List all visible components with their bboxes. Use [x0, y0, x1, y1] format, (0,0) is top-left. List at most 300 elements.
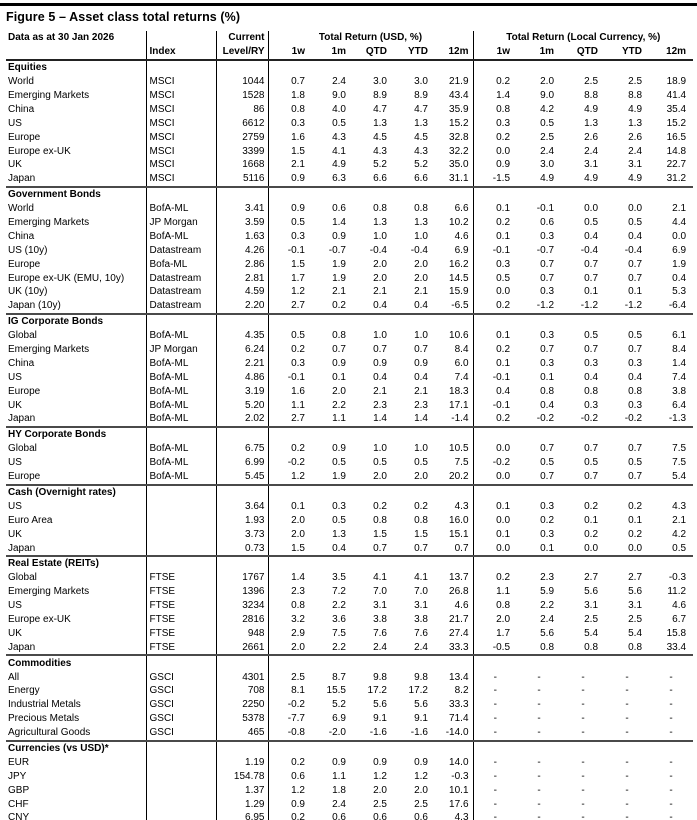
- local-QTD-value: -: [581, 713, 585, 725]
- local-YTD-value: 0.8: [628, 641, 643, 653]
- usd-QTD-value: 9.8: [373, 671, 387, 683]
- table-row: [6, 356, 693, 370]
- usd-QTD-value: 8.9: [373, 90, 387, 101]
- usd-1m-value: 4.3: [332, 131, 346, 143]
- usd-cell: [268, 556, 309, 571]
- usd-cell: [432, 556, 473, 571]
- table-row: [6, 456, 693, 470]
- level-cell: [216, 655, 268, 670]
- usd-YTD-value: 0.9: [414, 357, 428, 369]
- local-YTD-value: 0.3: [628, 357, 643, 369]
- table-row: [6, 158, 693, 172]
- usd-1m-value: 0.6: [332, 203, 346, 215]
- local-QTD-value: 0.1: [584, 514, 599, 526]
- asset-label: World: [6, 202, 146, 216]
- table-row: [6, 285, 693, 299]
- table-row: [6, 712, 693, 726]
- usd-12m-value: 10.6: [432, 329, 473, 343]
- usd-cell: [350, 655, 391, 670]
- local-1w-value: 0.1: [496, 230, 511, 242]
- local-cell: [517, 314, 561, 329]
- local-1w-value: 0.8: [496, 103, 511, 115]
- asset-label: China: [6, 229, 146, 243]
- current-level: 2.81: [216, 271, 268, 285]
- local-12m-value: 18.9: [666, 76, 687, 88]
- usd-YTD-value: 0.9: [414, 756, 428, 768]
- index-name: GSCI: [146, 670, 216, 684]
- usd-QTD-value: 3.1: [373, 600, 387, 612]
- table-row: [6, 783, 693, 797]
- local-12m-value: -: [669, 671, 673, 683]
- local-cell: [473, 187, 517, 202]
- local-YTD-value: 0.4: [628, 230, 643, 242]
- local-cell: [473, 427, 517, 442]
- usd-YTD-value: 7.6: [414, 627, 428, 639]
- local-QTD-value: 0.0: [584, 542, 599, 554]
- usd-1w-value: 0.1: [291, 500, 305, 512]
- index-cell: [146, 427, 216, 442]
- usd-12m-value: 17.6: [432, 797, 473, 811]
- local-YTD-value: 5.4: [628, 627, 643, 639]
- usd-12m-value: 15.1: [432, 527, 473, 541]
- local-12m-value: 6.4: [672, 399, 687, 411]
- table-row: [6, 130, 693, 144]
- asset-label: CNY: [6, 811, 146, 820]
- current-level: 1668: [216, 158, 268, 172]
- local-YTD-value: -: [625, 784, 629, 796]
- usd-YTD-value: 4.3: [414, 145, 428, 157]
- local-QTD-value: 0.5: [584, 457, 599, 469]
- local-1w-value: 0.0: [496, 286, 511, 298]
- usd-cell: [432, 427, 473, 442]
- local-1w-value: 0.2: [496, 344, 511, 356]
- usd-12m-value: 6.0: [432, 356, 473, 370]
- usd-12m-value: -1.4: [432, 412, 473, 427]
- local-cell: [561, 485, 605, 500]
- current-level: 2816: [216, 613, 268, 627]
- usd-QTD-value: 4.5: [373, 131, 387, 143]
- usd-YTD-value: 1.3: [414, 217, 428, 229]
- index-name: GSCI: [146, 698, 216, 712]
- usd-1m-value: 6.3: [332, 173, 346, 185]
- usd-1m-value: 0.5: [332, 117, 346, 129]
- usd-1w-value: 1.4: [291, 572, 305, 584]
- usd-1w-value: 1.6: [291, 131, 305, 143]
- asset-label: UK: [6, 527, 146, 541]
- local-1w-value: 1.7: [496, 627, 511, 639]
- local-QTD-value: 0.7: [584, 471, 599, 483]
- usd-12m-value: 4.3: [432, 811, 473, 820]
- local-1w-value: 0.0: [496, 514, 511, 526]
- current-level: 1044: [216, 75, 268, 89]
- level-cell: [216, 314, 268, 329]
- local-1m-value: 4.9: [540, 173, 555, 185]
- local-YTD-value: 0.7: [628, 272, 643, 284]
- current-header-line1: Current: [216, 31, 268, 45]
- usd-12m-value: 31.1: [432, 172, 473, 187]
- usd-cell: [432, 655, 473, 670]
- local-QTD-value: 0.5: [584, 330, 599, 342]
- usd-1m-value: 0.4: [332, 542, 346, 554]
- local-12m-value: 4.3: [672, 500, 687, 512]
- usd-1m-value: 2.2: [332, 641, 346, 653]
- asset-label: UK: [6, 158, 146, 172]
- usd-1w-value: 2.5: [291, 671, 305, 683]
- usd-1w-value: 2.1: [291, 159, 305, 171]
- index-name: BofA-ML: [146, 329, 216, 343]
- local-QTD-value: -: [581, 784, 585, 796]
- index-name: FTSE: [146, 626, 216, 640]
- local-1w-value: -0.5: [492, 641, 511, 653]
- current-level: 3.19: [216, 384, 268, 398]
- current-level: 86: [216, 102, 268, 116]
- usd-12m-value: 20.2: [432, 470, 473, 485]
- usd-1m-value: 2.1: [332, 286, 346, 298]
- asset-label: Emerging Markets: [6, 343, 146, 357]
- usd-1m-value: 1.8: [332, 784, 346, 796]
- usd-YTD-value: 2.1: [414, 385, 428, 397]
- usd-1m-value: 0.9: [332, 357, 346, 369]
- usd-12m-value: -14.0: [432, 726, 473, 741]
- asset-label: UK (10y): [6, 285, 146, 299]
- usd-1w-value: 2.3: [291, 586, 305, 598]
- local-1w-value: 0.2: [496, 300, 511, 312]
- index-name: [146, 811, 216, 820]
- usd-YTD-value: 9.8: [414, 671, 428, 683]
- local-QTD-value: -: [581, 671, 585, 683]
- local-1w-value: -: [493, 798, 497, 810]
- usd-cell: [268, 485, 309, 500]
- current-level: 3.64: [216, 499, 268, 513]
- local-cell: [561, 556, 605, 571]
- local-YTD-value: -0.4: [624, 244, 643, 256]
- usd-YTD-value: 2.5: [414, 798, 428, 810]
- local-QTD-value: -1.2: [580, 300, 599, 312]
- usd-1m-value: 0.6: [309, 811, 350, 820]
- local-1m-value: 0.3: [540, 230, 555, 242]
- usd-1w-value: 0.3: [291, 357, 305, 369]
- usd-1w-value: -7.7: [287, 713, 305, 725]
- label-header-spacer: [6, 45, 146, 60]
- local-1w-value: 0.2: [496, 413, 511, 425]
- local-YTD-value: -: [625, 713, 629, 725]
- usd-1m-value: 2.2: [332, 399, 346, 411]
- local-12m-value: 22.7: [666, 159, 687, 171]
- local-12m-value: 15.8: [666, 627, 687, 639]
- index-name: Datastream: [146, 299, 216, 314]
- index-name: BofA-ML: [146, 384, 216, 398]
- asset-label: EUR: [6, 755, 146, 769]
- table-row: [6, 513, 693, 527]
- index-name: MSCI: [146, 172, 216, 187]
- usd-1w-value: 0.9: [291, 798, 305, 810]
- current-level: 154.78: [216, 769, 268, 783]
- current-level: 1767: [216, 571, 268, 585]
- usd-1w-value: 0.3: [291, 230, 305, 242]
- local-QTD-value: 0.3: [584, 357, 599, 369]
- local-12m-value: 1.4: [672, 357, 687, 369]
- usd-1m-value: 2.0: [332, 385, 346, 397]
- usd-1w-value: 1.2: [291, 471, 305, 483]
- current-level: 1.37: [216, 783, 268, 797]
- usd-1w-value: 2.0: [291, 528, 305, 540]
- table-row: [6, 811, 693, 820]
- usd-1m-value: 6.9: [332, 713, 346, 725]
- asset-label: CHF: [6, 797, 146, 811]
- local-QTD-value: 2.5: [584, 76, 599, 88]
- usd-YTD-value: 2.0: [414, 471, 428, 483]
- index-name: MSCI: [146, 130, 216, 144]
- asset-label: Europe: [6, 470, 146, 485]
- usd-12m-value: 13.4: [432, 670, 473, 684]
- local-QTD-value: 2.4: [584, 145, 599, 157]
- local-YTD-value: 3.1: [628, 600, 643, 612]
- local-QTD-value: 0.8: [584, 385, 599, 397]
- local-12m-value: 4.6: [672, 600, 687, 612]
- usd-1m-value: 5.2: [332, 699, 346, 711]
- usd-1w-value: 1.5: [291, 258, 305, 270]
- usd-YTD-value: 0.5: [414, 457, 428, 469]
- local-cell: [605, 485, 649, 500]
- usd-QTD-value: 3.0: [373, 76, 387, 88]
- local-1w-value: -: [493, 671, 497, 683]
- asset-label: Emerging Markets: [6, 89, 146, 103]
- local-12m-value: 4.4: [672, 217, 687, 229]
- usd-1w-value: 0.5: [291, 330, 305, 342]
- table-row: [6, 343, 693, 357]
- usd-1w-value: 1.7: [291, 272, 305, 284]
- usd-1m-value: 3.5: [332, 572, 346, 584]
- local-QTD-value: 0.0: [584, 203, 599, 215]
- local-12m-value: 14.8: [666, 145, 687, 157]
- usd-QTD-value: 2.1: [373, 385, 387, 397]
- usd-1m-value: 0.8: [332, 330, 346, 342]
- section-header-row: [6, 556, 693, 571]
- usd-1w-value: 0.8: [291, 600, 305, 612]
- local-period-header-YTD: YTD: [605, 45, 649, 60]
- index-name: [146, 769, 216, 783]
- usd-12m-value: 16.2: [432, 257, 473, 271]
- usd-QTD-value: 1.2: [373, 770, 387, 782]
- asset-label: China: [6, 356, 146, 370]
- usd-1m-value: 0.9: [332, 230, 346, 242]
- section-header-row: [6, 655, 693, 670]
- local-12m-value: 4.2: [672, 528, 687, 540]
- local-YTD-value: 0.8: [628, 385, 643, 397]
- asset-label: Japan: [6, 412, 146, 427]
- usd-1w-value: 0.9: [291, 173, 305, 185]
- local-12m-value: 2.1: [672, 203, 687, 215]
- usd-QTD-value: 2.0: [373, 258, 387, 270]
- usd-YTD-value: 5.2: [414, 159, 428, 171]
- index-cell: [146, 741, 216, 756]
- usd-cell: [350, 556, 391, 571]
- local-QTD-value: -: [581, 770, 585, 782]
- usd-QTD-value: -1.6: [369, 727, 387, 739]
- index-header-spacer: [146, 31, 216, 45]
- usd-1w-value: 0.8: [291, 103, 305, 115]
- table-row: [6, 585, 693, 599]
- local-QTD-value: 0.4: [584, 371, 599, 383]
- usd-YTD-value: 0.4: [414, 371, 428, 383]
- local-YTD-value: -: [625, 685, 629, 697]
- current-level: 2.20: [216, 299, 268, 314]
- local-YTD-value: 0.1: [628, 514, 643, 526]
- table-body: [6, 60, 693, 820]
- index-name: FTSE: [146, 640, 216, 655]
- usd-cell: [309, 60, 350, 75]
- index-name: MSCI: [146, 158, 216, 172]
- usd-QTD-value: 5.2: [373, 159, 387, 171]
- usd-1m-value: 2.4: [332, 76, 346, 88]
- local-QTD-value: 0.2: [584, 500, 599, 512]
- local-cell: [561, 655, 605, 670]
- current-level: 4.86: [216, 370, 268, 384]
- local-1m-value: 0.3: [540, 500, 555, 512]
- usd-1m-value: -0.7: [328, 244, 346, 256]
- usd-1w-value: 0.6: [291, 770, 305, 782]
- local-12m-value: 41.4: [666, 90, 687, 101]
- usd-cell: [391, 314, 432, 329]
- usd-12m-value: 6.9: [432, 243, 473, 257]
- local-1m-value: 4.2: [540, 103, 555, 115]
- local-cell: [517, 485, 561, 500]
- asset-label: Emerging Markets: [6, 216, 146, 230]
- usd-12m-value: 17.1: [432, 398, 473, 412]
- usd-cell: [268, 655, 309, 670]
- usd-1w-value: 2.7: [291, 413, 305, 425]
- usd-cell: [350, 187, 391, 202]
- usd-1w-value: 1.6: [291, 385, 305, 397]
- local-YTD-value: 0.5: [628, 217, 643, 229]
- local-cell: [649, 187, 693, 202]
- local-cell: [517, 556, 561, 571]
- local-YTD-value: 0.4: [628, 371, 643, 383]
- asset-label: US: [6, 116, 146, 130]
- asset-label: Europe: [6, 257, 146, 271]
- usd-YTD-value: 1.0: [414, 330, 428, 342]
- usd-12m-value: 14.0: [432, 755, 473, 769]
- usd-1m-value: 0.2: [332, 300, 346, 312]
- local-12m-value: -0.3: [668, 572, 687, 584]
- usd-cell: [391, 485, 432, 500]
- table-row: [6, 329, 693, 343]
- local-1w-value: 0.2: [496, 76, 511, 88]
- usd-YTD-value: 0.7: [414, 344, 428, 356]
- usd-YTD-value: -0.4: [410, 244, 428, 256]
- local-QTD-value: 1.3: [584, 117, 599, 129]
- usd-1m-value: 0.5: [332, 514, 346, 526]
- local-1w-value: -0.1: [492, 371, 511, 383]
- local-YTD-value: -: [625, 798, 629, 810]
- local-1m-value: 2.0: [540, 76, 555, 88]
- table-row: [6, 116, 693, 130]
- usd-cell: [309, 427, 350, 442]
- asset-label: Precious Metals: [6, 712, 146, 726]
- usd-1w-value: 0.2: [268, 811, 309, 820]
- local-1m-value: 9.0: [540, 90, 555, 101]
- usd-QTD-value: 4.7: [373, 103, 387, 115]
- local-YTD-value: -: [625, 727, 629, 739]
- level-cell: [216, 741, 268, 756]
- section-header-row: [6, 741, 693, 756]
- local-1m-value: -: [537, 798, 541, 810]
- usd-12m-value: -0.3: [432, 769, 473, 783]
- usd-1m-value: 15.5: [326, 685, 346, 697]
- table-row: [6, 271, 693, 285]
- usd-12m-value: 21.9: [432, 75, 473, 89]
- usd-1m-value: 1.1: [332, 413, 346, 425]
- local-cell: [517, 427, 561, 442]
- table-row: [6, 370, 693, 384]
- local-12m-value: -: [669, 685, 673, 697]
- usd-QTD-value: 1.0: [373, 330, 387, 342]
- local-period-header-QTD: QTD: [561, 45, 605, 60]
- index-cell: [146, 655, 216, 670]
- section-title: Commodities: [6, 655, 146, 670]
- usd-YTD-value: 0.8: [414, 514, 428, 526]
- current-level: 3.59: [216, 216, 268, 230]
- index-name: [146, 513, 216, 527]
- usd-YTD-value: 5.6: [414, 699, 428, 711]
- table-row: [6, 144, 693, 158]
- local-12m-value: -6.4: [668, 300, 687, 312]
- usd-YTD-value: 1.0: [414, 230, 428, 242]
- section-title: Government Bonds: [6, 187, 146, 202]
- usd-1m-value: 1.1: [332, 770, 346, 782]
- usd-YTD-value: 2.0: [414, 258, 428, 270]
- usd-YTD-value: 6.6: [414, 173, 428, 185]
- local-1w-value: -0.1: [492, 244, 511, 256]
- index-cell: [146, 314, 216, 329]
- index-name: [146, 499, 216, 513]
- current-level: 5.45: [216, 470, 268, 485]
- table-row: [6, 571, 693, 585]
- usd-QTD-value: 7.6: [373, 627, 387, 639]
- usd-1w-value: 3.2: [291, 613, 305, 625]
- local-QTD-value: 0.8: [584, 641, 599, 653]
- usd-YTD-value: 1.3: [414, 117, 428, 129]
- index-name: GSCI: [146, 712, 216, 726]
- asset-label: US: [6, 456, 146, 470]
- usd-period-header-1w: 1w: [268, 45, 309, 60]
- section-title: Currencies (vs USD)*: [6, 741, 146, 756]
- index-name: JP Morgan: [146, 343, 216, 357]
- usd-QTD-value: 1.3: [373, 117, 387, 129]
- asset-label: China: [6, 102, 146, 116]
- local-1w-value: -: [473, 811, 517, 820]
- usd-1w-value: 0.2: [291, 344, 305, 356]
- usd-YTD-value: 3.8: [414, 613, 428, 625]
- usd-12m-value: 33.3: [432, 640, 473, 655]
- usd-12m-value: 7.5: [432, 456, 473, 470]
- usd-1w-value: 1.5: [291, 542, 305, 554]
- local-1m-value: 0.5: [540, 457, 555, 469]
- local-1m-value: 0.3: [540, 357, 555, 369]
- usd-12m-value: 43.4: [432, 89, 473, 103]
- usd-YTD-value: 1.0: [414, 443, 428, 455]
- local-QTD-value: 0.7: [584, 272, 599, 284]
- local-cell: [649, 314, 693, 329]
- index-name: FTSE: [146, 571, 216, 585]
- index-cell: [146, 485, 216, 500]
- local-QTD-value: -: [561, 811, 605, 820]
- local-cell: [517, 741, 561, 756]
- usd-1m-value: 0.9: [332, 756, 346, 768]
- local-12m-value: 8.4: [672, 344, 687, 356]
- local-1m-value: -: [537, 756, 541, 768]
- usd-1w-value: 2.0: [291, 641, 305, 653]
